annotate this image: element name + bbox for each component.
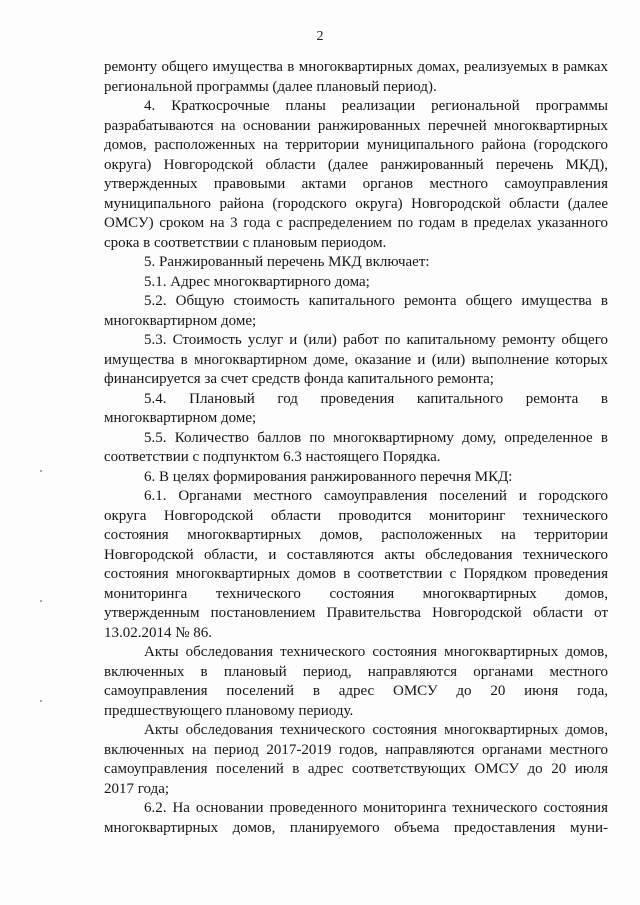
text-line: Новгородской области, и составляются акты обследования технического	[104, 546, 608, 563]
text-line: домов, расположенных на территории муниципального района (городского	[104, 137, 608, 153]
text-line: включенных на период 2017-2019 годов, направляются органами местного	[104, 741, 608, 758]
text-line: 6. В целях формирования ранжированного перечня МКД:	[144, 468, 513, 485]
scan-mark	[40, 470, 42, 472]
text-line: утвержденным постановлением Правительства Новгородской области от	[104, 605, 608, 621]
text-line: 6.2. На основании проведенного мониторинга технического состояния	[144, 800, 608, 816]
text-line: состояния многоквартирных домов в соответствии с Порядком проведения	[104, 566, 608, 582]
text-line: мониторинга технического состояния многоквартирных домов,	[104, 585, 608, 602]
text-line: предшествующего плановому периоду.	[104, 702, 354, 719]
text-line: самоуправления поселений в адрес ОМСУ до 20 июня года,	[104, 683, 608, 699]
text-line: многоквартирных домов, планируемого объема предоставления муни-	[104, 819, 608, 836]
text-line: срока в соответствии с плановым периодом.	[104, 234, 387, 251]
document-body	[104, 58, 608, 838]
text-line: 5.2. Общую стоимость капитального ремонта общего имущества в	[144, 293, 608, 309]
text-line: многоквартирном доме;	[104, 410, 257, 426]
text-line: 5.3. Стоимость услуг и (или) работ по капитальному ремонту общего	[144, 332, 608, 348]
text-line: 5.5. Количество баллов по многоквартирному дому, определенное в	[144, 429, 608, 446]
text-line: состояния многоквартирных домов, расположенных на территории	[104, 527, 608, 543]
text-line: включенных в плановый период, направляются органами местного	[104, 663, 608, 680]
text-line: 4. Краткосрочные планы реализации региональной программы	[144, 98, 608, 114]
text-line: округа) Новгородской области (далее ранжированный перечень МКД),	[104, 156, 608, 173]
text-line: ОМСУ) сроком на 3 года с распределением по годам в пределах указанного	[104, 215, 608, 231]
text-line: муниципального района (городского округа) Новгородской области (далее	[104, 195, 608, 212]
text-line: разрабатываются на основании ранжированных перечней многоквартирных	[104, 117, 608, 134]
text-line: Акты обследования технического состояния многоквартирных домов,	[144, 644, 608, 660]
text-line: ремонту общего имущества в многоквартирных домах, реализуемых в рамках	[104, 59, 608, 75]
text-line: 13.02.2014 № 86.	[104, 624, 213, 641]
text-line: 5.1. Адрес многоквартирного дома;	[144, 273, 370, 290]
text-line: имущества в многоквартирном доме, оказание и (или) выполнение которых	[104, 351, 608, 368]
text-line: самоуправления поселений в адрес соответствующих ОМСУ до 20 июля	[104, 761, 608, 777]
text-line: региональной программы (далее плановый период).	[104, 78, 437, 95]
text-line: утвержденных правовыми актами органов местного самоуправления	[104, 176, 608, 192]
text-line: 5.4. Плановый год проведения капитального ремонта в	[144, 390, 608, 407]
scan-mark	[40, 600, 42, 602]
text-line: соответствии с подпунктом 6.3 настоящего Порядка.	[104, 449, 441, 465]
scan-mark	[40, 700, 42, 702]
text-line: 2017 года;	[104, 780, 170, 797]
text-line: многоквартирном доме;	[104, 312, 257, 329]
text-line: округа Новгородской области проводится мониторинг технического	[104, 507, 608, 524]
text-line: 5. Ранжированный перечень МКД включает:	[144, 254, 430, 270]
text-line: 6.1. Органами местного самоуправления поселений и городского	[144, 488, 608, 504]
text-line: Акты обследования технического состояния многоквартирных домов,	[144, 722, 608, 738]
text-line: финансируется за счет средств фонда капитального ремонта;	[104, 371, 494, 387]
page-number: 2	[316, 29, 324, 44]
